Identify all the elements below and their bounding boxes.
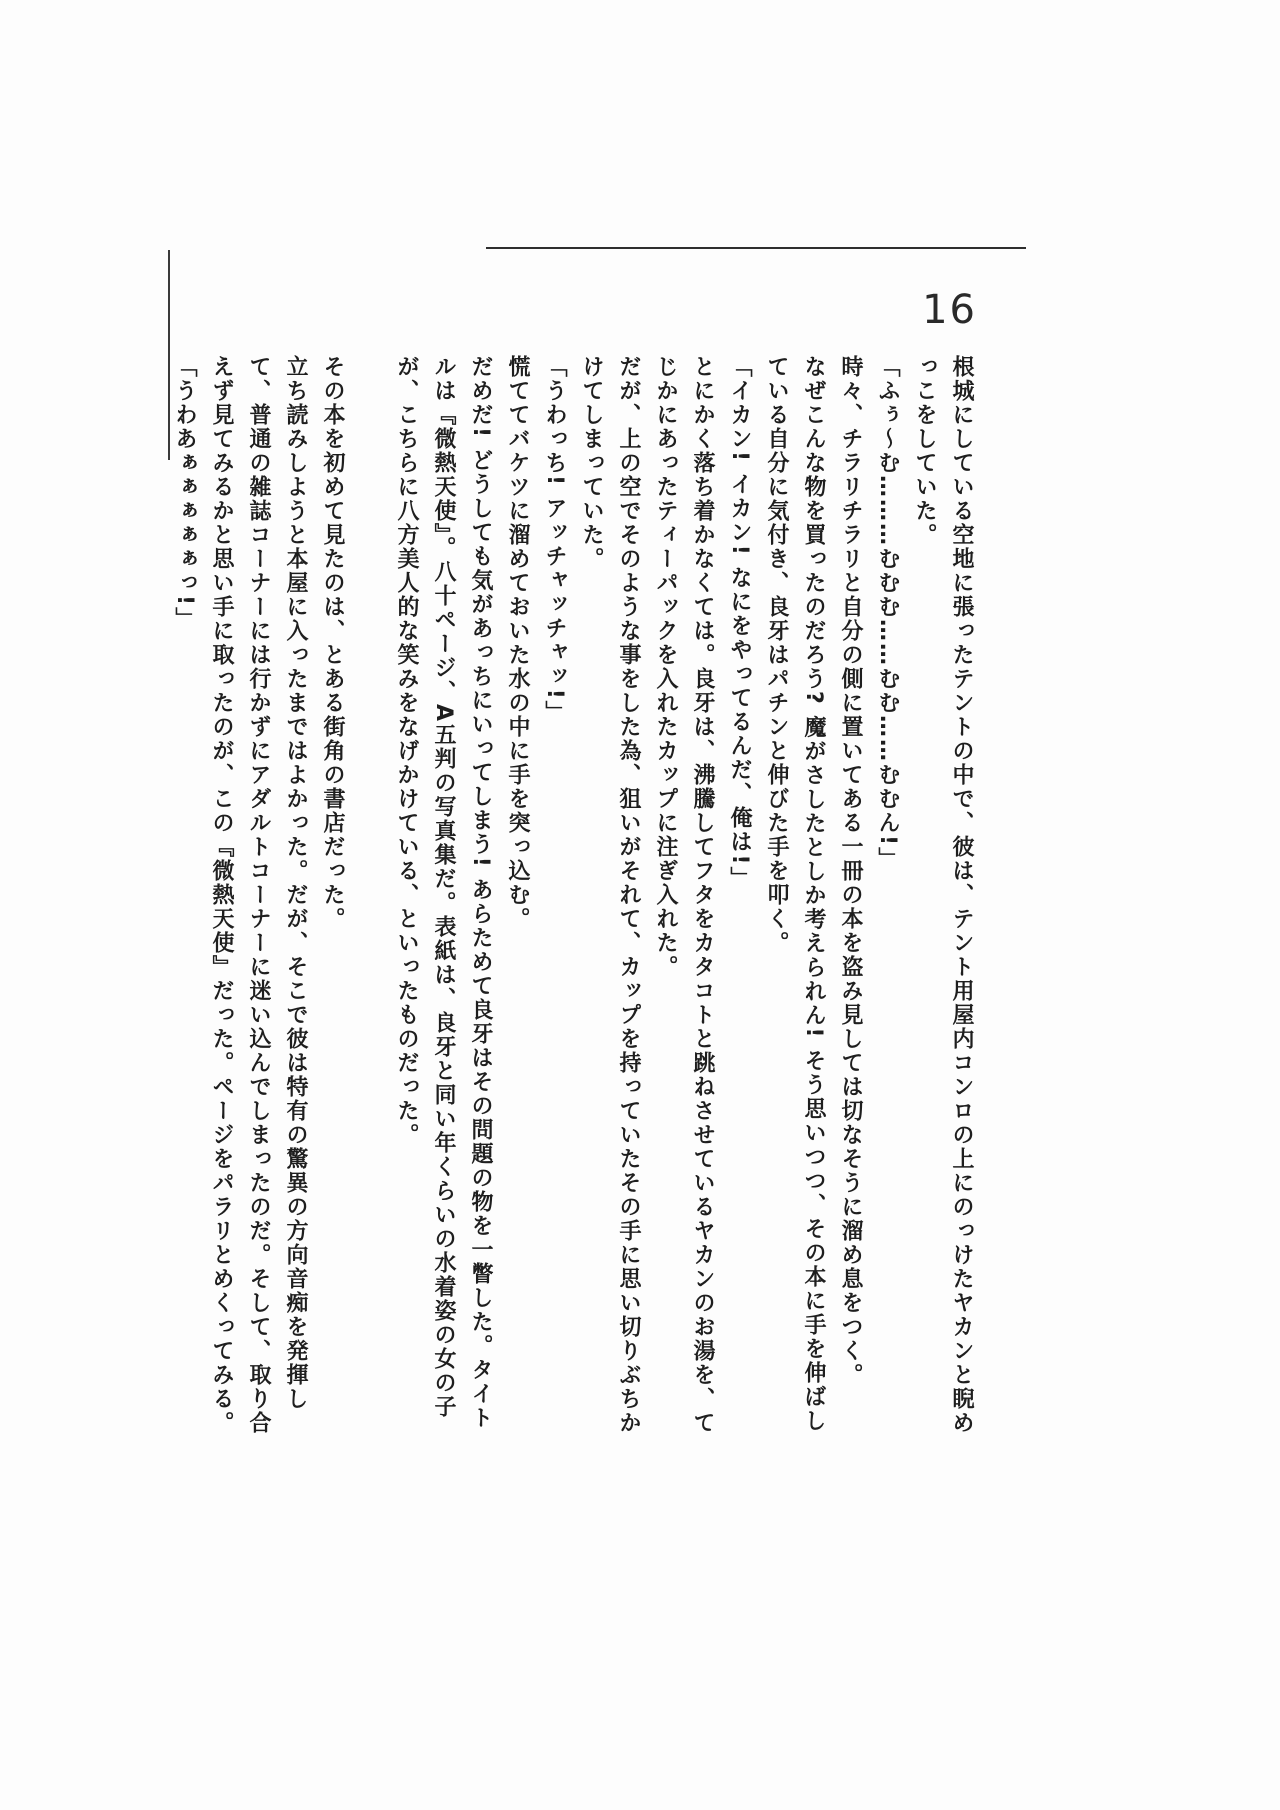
paragraph: なぜこんな物を買ったのだろう? 魔がさしたとしか考えられん! そう思いつつ、その本に手を伸ばしている自分に気付き、良牙はパチンと伸びた手を叩く。 [764, 355, 826, 1434]
paragraph: 時々、チラリチラリと自分の側に置いてある一冊の本を盗み見しては切なそうに溜め息をつく。 [838, 355, 863, 1387]
paragraph: だが、上の空でそのような事をした為、狙いがそれて、カップを持っていたその手に思い切りぶちかけてしまっていた。 [579, 355, 641, 1435]
paragraph: 慌ててバケツに溜めておいた水の中に手を突っ込む。 [505, 355, 530, 931]
paragraph: 「ふぅ〜む………むむむ……むむ……むむん!」 [875, 355, 900, 872]
paragraph: とにかく落ち着かなくては。良牙は、沸騰してフタをカタコトと跳ねさせているヤカンのお湯を、てじかにあったティーパックを入れたカップに注ぎ入れた。 [653, 355, 715, 1435]
paragraph: だめだ! どうしても気があっちにいってしまう! あらためて良牙はその問題の物を一瞥した。タイトルは『微熱天使』。八十ページ、A五判の写真集だ。表紙は、良牙と同い年くらいの水着姿の女の子が、こちらに八方美人的な笑みをなげかけている、といったものだった。 [394, 355, 493, 1431]
body-text [172, 355, 980, 1445]
paragraph: 「イカン! イカン! なにをやってるんだ、俺は!」 [727, 355, 752, 891]
paragraph: 「うわっち! アッチャッチャッ!」 [542, 355, 567, 725]
header-rule [486, 247, 1026, 249]
paragraph: 根城にしている空地に張ったテントの中で、彼は、テント用屋内コンロの上にのっけたヤカンと睨めっこをしていた。 [912, 355, 974, 1435]
paragraph: 「うわあぁぁぁぁぁっ!」 [172, 355, 197, 632]
page-number: 16 [922, 287, 977, 333]
paragraph: 立ち読みしようと本屋に入ったまではよかった。だが、そこで彼は特有の驚異の方向音痴を発揮して、普通の雑誌コーナーには行かずにアダルトコーナーに迷い込んでしまったのだ。そして、取り合えず見てみるかと思い手に取ったのが、この『微熱天使』だった。ページをパラリとめくってみる。 [209, 355, 308, 1435]
paragraph: その本を初めて見たのは、とある街角の書店だった。 [320, 355, 345, 931]
